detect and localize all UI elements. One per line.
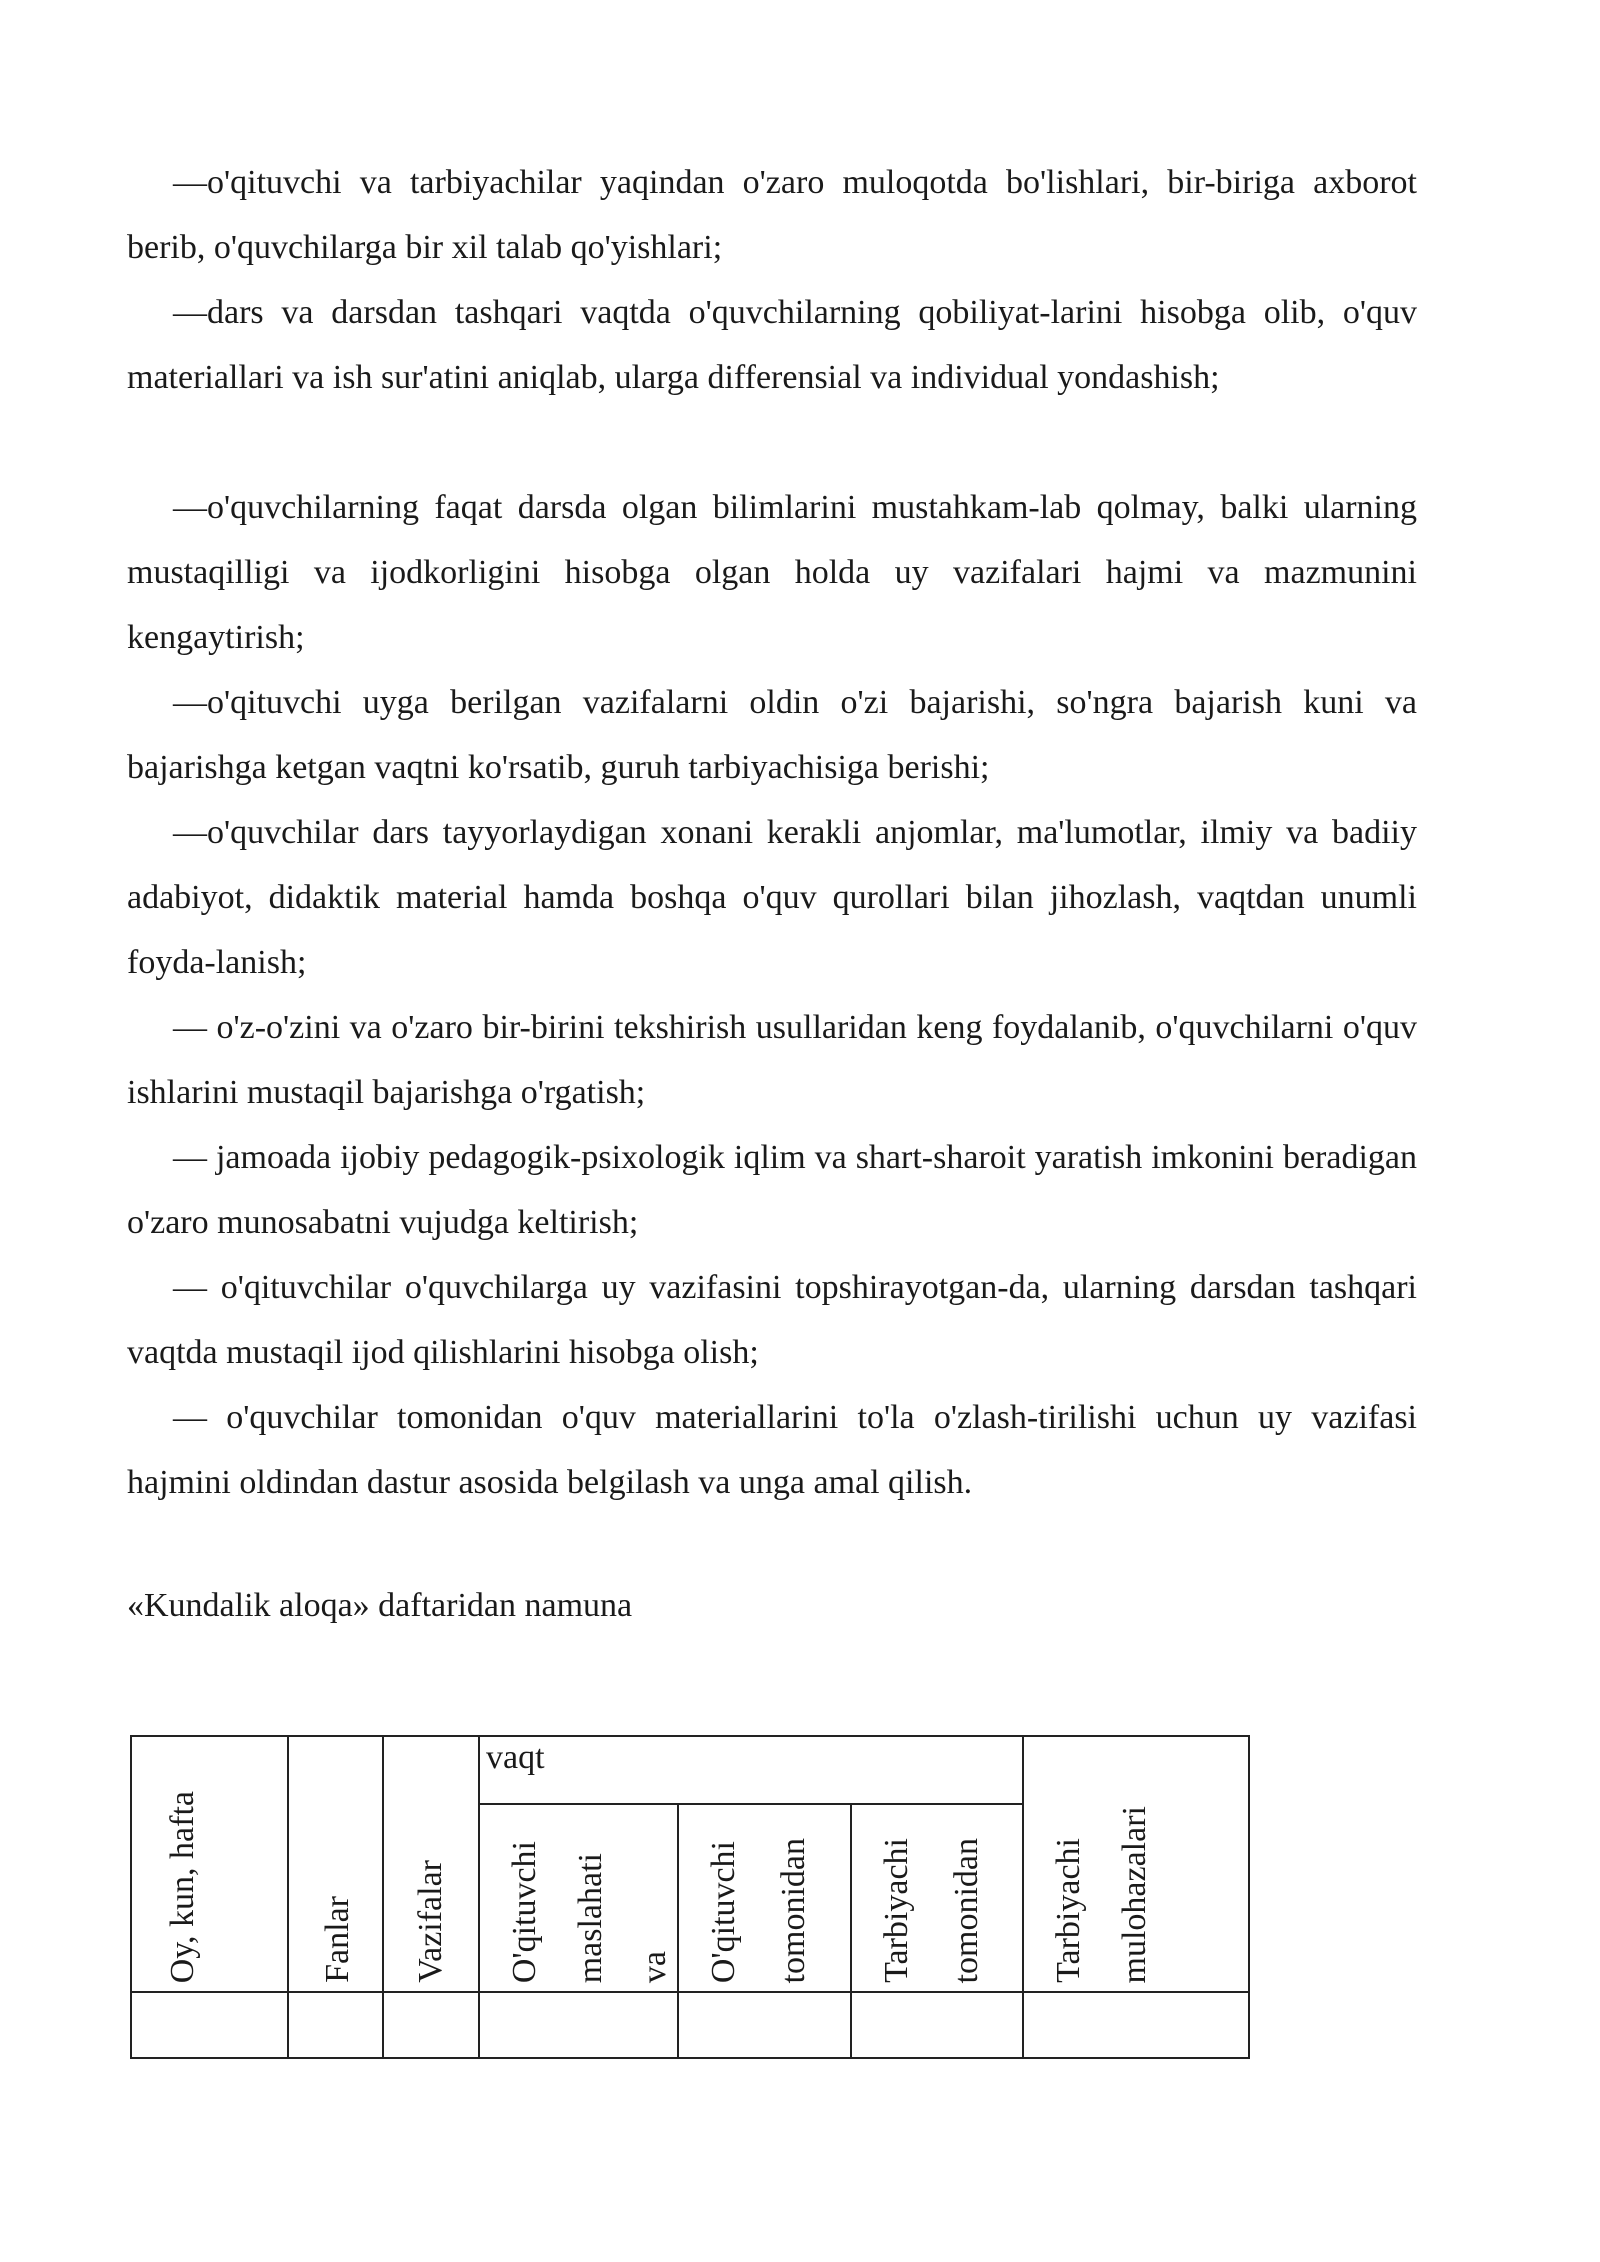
header-vazifalar-label: Vazifalar: [412, 1860, 449, 1983]
header-vaqt-group: [479, 1736, 1023, 1804]
header-oqituvchi-maslahati: [479, 1804, 678, 1992]
header-oqituvchi-tomonidan: [678, 1804, 851, 1992]
header-oqituvchi-maslahati-line2: maslahati: [572, 1852, 609, 1983]
header-fanlar: [288, 1736, 383, 1992]
paragraph-4: —o'qituvchi uyga berilgan vazifalarni oldin o'zi bajarishi, so'ngra bajarish kuni va bajarishga ketgan vaqtni ko'rsatib, guruh tarbiyachisiga berishi;: [127, 684, 1417, 786]
table-cell-tarbiyachi-mulohazalari[interactable]: [1023, 1992, 1249, 2058]
table-cell-oqituvchi-maslahati[interactable]: [479, 1992, 678, 2058]
paragraph-1: —o'qituvchi va tarbiyachilar yaqindan o'zaro muloqotda bo'lishlari, bir-biriga axborot berib, o'quvchilarga bir xil talab qo'yishlari;: [127, 164, 1417, 266]
paragraph-3: —o'quvchilarning faqat darsda olgan bilimlarini mustahkam-lab qolmay, balki ularning mustaqilligi va ijodkorligini hisobga olgan holda uy vazifalari hajmi va mazmunini kengaytirish;: [127, 489, 1417, 656]
table-row: [131, 1992, 1249, 2058]
header-tarbiyachi-tomonidan: [851, 1804, 1023, 1992]
header-tarbiyachi-mulohazalari: [1023, 1736, 1249, 1992]
header-oy-kun-hafta: [131, 1736, 288, 1992]
table-cell-vazifalar[interactable]: [383, 1992, 479, 2058]
header-oqituvchi-tomonidan-line2: tomonidan: [775, 1837, 812, 1983]
table-cell-tarbiyachi-tomonidan[interactable]: [851, 1992, 1023, 2058]
table-cell-oqituvchi-tomonidan[interactable]: [678, 1992, 851, 2058]
header-fanlar-label: Fanlar: [319, 1896, 356, 1983]
header-oqituvchi-maslahati-line3: va: [636, 1950, 673, 1983]
paragraph-9: — o'quvchilar tomonidan o'quv materiallarini to'la o'zlash-tirilishi uchun uy vazifasi hajmini oldindan dastur asosida belgilash va unga amal qilish.: [127, 1399, 1417, 1501]
header-tarbiyachi-mulohazalari-line1: Tarbiyachi: [1050, 1838, 1087, 1983]
diary-table: [130, 1735, 1250, 2059]
paragraph-5: —o'quvchilar dars tayyorlaydigan xonani kerakli anjomlar, ma'lumotlar, ilmiy va badiiy adabiyot, didaktik material hamda boshqa o'quv qurollari bilan jihozlash, vaqtdan unumli foyda-lanish;: [127, 814, 1417, 981]
header-oy-kun-hafta-label: Oy, kun, hafta: [164, 1790, 201, 1983]
header-vaqt-label: vaqt: [486, 1739, 545, 1776]
table-cell-oy[interactable]: [131, 1992, 288, 2058]
header-tarbiyachi-tomonidan-line2: tomonidan: [948, 1837, 985, 1983]
header-tarbiyachi-tomonidan-line1: Tarbiyachi: [878, 1838, 915, 1983]
table-header-row-1: [131, 1736, 1249, 1804]
paragraph-8: — o'qituvchilar o'quvchilarga uy vazifasini topshirayotgan-da, ularning darsdan tashqari vaqtda mustaqil ijod qilishlarini hisobga olish;: [127, 1269, 1417, 1371]
table-caption: «Kundalik aloqa» daftaridan namuna: [127, 1587, 633, 1624]
paragraph-7: — jamoada ijobiy pedagogik-psixologik iqlim va shart-sharoit yaratish imkonini beradigan o'zaro munosabatni vujudga keltirish;: [127, 1139, 1417, 1241]
table-cell-fanlar[interactable]: [288, 1992, 383, 2058]
paragraph-6: — o'z-o'zini va o'zaro bir-birini tekshirish usullaridan keng foydalanib, o'quvchilarni o'quv ishlarini mustaqil bajarishga o'rgatish;: [127, 1009, 1417, 1111]
header-oqituvchi-maslahati-line1: O'qituvchi: [506, 1840, 543, 1983]
header-tarbiyachi-mulohazalari-line2: mulohazalari: [1116, 1805, 1153, 1983]
header-vazifalar: [383, 1736, 479, 1992]
paragraph-2: —dars va darsdan tashqari vaqtda o'quvchilarning qobiliyat-larini hisobga olib, o'quv materiallari va ish sur'atini aniqlab, ularga differensial va individual yondashish;: [127, 294, 1417, 396]
header-oqituvchi-tomonidan-line1: O'qituvchi: [705, 1840, 742, 1983]
